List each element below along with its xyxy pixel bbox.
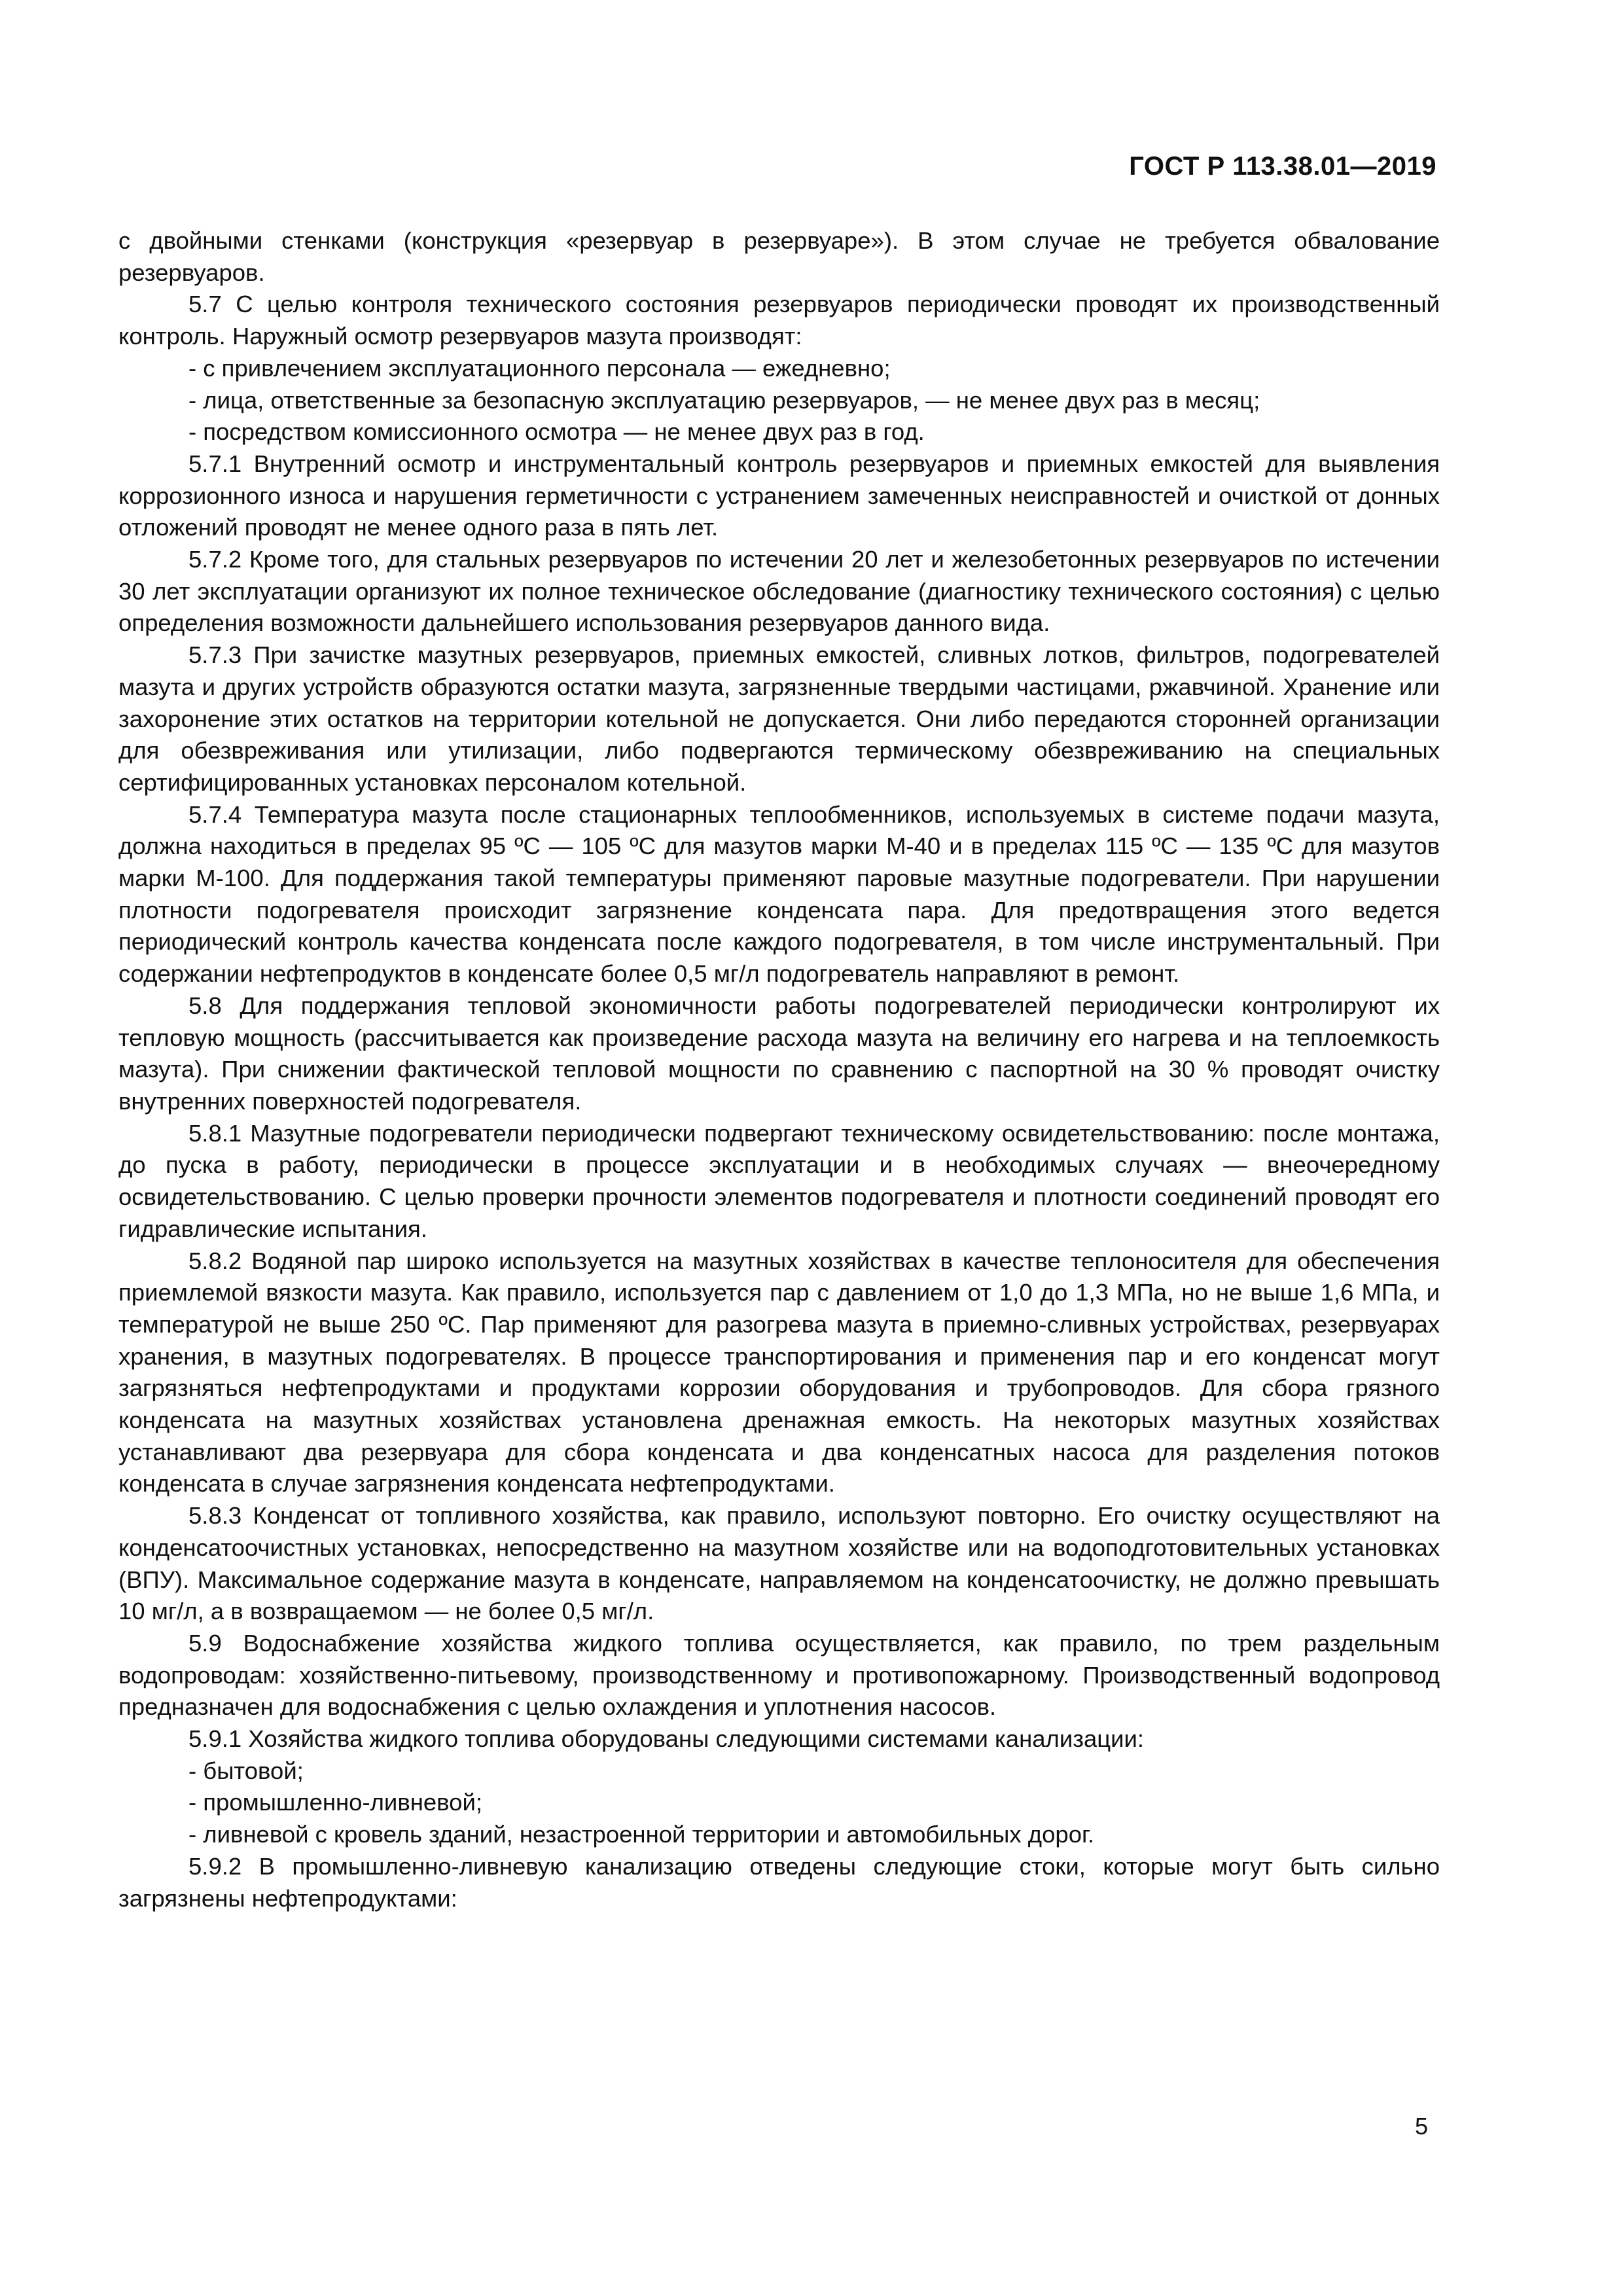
paragraph-5-7-2: 5.7.2 Кроме того, для стальных резервуаров по истечении 20 лет и железобетонных резервуаров по истечении 30 лет эксплуатации организуют их полное техническое обследование (диагностику технического состояния) с целью определения возможности дальнейшего использования резервуаров данного вида. — [118, 546, 1440, 637]
paragraph-5-8-3: 5.8.3 Конденсат от топливного хозяйства, как правило, используют повторно. Его очистку осуществляют на конденсатоочистных установках, непосредственно на мазутном хозяйстве или на водоподготовительных установках (ВПУ). Максимальное содержание мазута в конденсате, направляемом на конденсатоочистку, не должно превышать 10 мг/л, а в возвращаемом — не более 0,5 мг/л. — [118, 1502, 1440, 1625]
paragraph: с двойными стенками (конструкция «резервуар в резервуаре»). В этом случае не требуется обвалование резервуаров. — [118, 227, 1440, 286]
list-item: - с привлечением эксплуатационного персонала — ежедневно; — [188, 354, 891, 382]
paragraph-5-7-1: 5.7.1 Внутренний осмотр и инструментальный контроль резервуаров и приемных емкостей для выявления коррозионного износа и нарушения герметичности с устранением замеченных неисправностей и очисткой от донных отложений проводят не менее одного раза в пять лет. — [118, 450, 1440, 541]
paragraph-5-7-3: 5.7.3 При зачистке мазутных резервуаров, приемных емкостей, сливных лотков, фильтров, подогревателей мазута и других устройств образуются остатки мазута, загрязненные твердыми частицами, ржавчиной. Хранение или захоронение этих остатков на территории котельной не допускается. Они либо передаются сторонней организации для обезвреживания или утилизации, либо подвергаются термическому обезвреживанию на специальных сертифицированных установках персоналом котельной. — [118, 641, 1440, 796]
paragraph-5-7-4: 5.7.4 Температура мазута после стационарных теплообменников, используемых в системе подачи мазута, должна находиться в пределах 95 ºС — 105 ºС для мазутов марки М-40 и в пределах 115 ºС — 135 ºС для мазутов марки М-100. Для поддержания такой температуры применяют паровые мазутные подогреватели. При нарушении плотности подогревателя происходит загрязнение конденсата пара. Для предотвращения этого ведется периодический контроль качества конденсата после каждого подогревателя, в том числе инструментальный. При содержании нефтепродуктов в конденсате более 0,5 мг/л подогреватель направляют в ремонт. — [118, 800, 1440, 988]
list-item: - лица, ответственные за безопасную эксплуатацию резервуаров, — не менее двух раз в месяц; — [188, 386, 1260, 414]
paragraph-5-9-1: 5.9.1 Хозяйства жидкого топлива оборудованы следующими системами канализации: — [188, 1725, 1145, 1753]
body-text — [118, 225, 1440, 1914]
document-code-header: ГОСТ Р 113.38.01—2019 — [1129, 152, 1436, 181]
paragraph-5-8: 5.8 Для поддержания тепловой экономичности работы подогревателей периодически контролируют их тепловую мощность (рассчитывается как произведение расхода мазута на величину его нагрева и на теплоемкость мазута). При снижении фактической тепловой мощности по сравнению с паспортной на 30 % проводят очистку внутренних поверхностей подогревателя. — [118, 992, 1440, 1115]
paragraph-5-9: 5.9 Водоснабжение хозяйства жидкого топлива осуществляется, как правило, по трем раздельным водопроводам: хозяйственно-питьевому, производственному и противопожарному. Производственный водопровод предназначен для водоснабжения с целью охлаждения и уплотнения насосов. — [118, 1629, 1440, 1721]
paragraph-5-8-2: 5.8.2 Водяной пар широко используется на мазутных хозяйствах в качестве теплоносителя для обеспечения приемлемой вязкости мазута. Как правило, используется пар с давлением от 1,0 до 1,3 МПа, но не выше 1,6 МПа, и температурой не выше 250 ºС. Пар применяют для разогрева мазута в приемно-сливных устройствах, резервуарах хранения, в мазутных подогревателях. В процессе транспортирования и применения пар и его конденсат могут загрязняться нефтепродуктами и продуктами коррозии оборудования и трубопроводов. Для сбора грязного конденсата на мазутных хозяйствах установлена дренажная емкость. На некоторых мазутных хозяйствах устанавливают два резервуара для сбора конденсата и два конденсатных насоса для разделения потоков конденсата в случае загрязнения конденсата нефтепродуктами. — [118, 1247, 1440, 1498]
paragraph-5-7: 5.7 С целью контроля технического состояния резервуаров периодически проводят их производственный контроль. Наружный осмотр резервуаров мазута производят: — [118, 291, 1440, 350]
list-item: - посредством комиссионного осмотра — не менее двух раз в год. — [188, 418, 925, 446]
paragraph-5-9-2: 5.9.2 В промышленно-ливневую канализацию отведены следующие стоки, которые могут быть сильно загрязнены нефтепродуктами: — [118, 1852, 1440, 1912]
paragraph-5-8-1: 5.8.1 Мазутные подогреватели периодически подвергают техническому освидетельствованию: после монтажа, до пуска в работу, периодически в процессе эксплуатации и в необходимых случаях — внеочередному освидетельствованию. С целью проверки прочности элементов подогревателя и плотности соединений проводят его гидравлические испытания. — [118, 1119, 1440, 1242]
list-item: - бытовой; — [188, 1757, 304, 1784]
list-item: - ливневой с кровель зданий, незастроенной территории и автомобильных дорог. — [188, 1821, 1094, 1848]
page-number: 5 — [1414, 2113, 1428, 2140]
list-item: - промышленно-ливневой; — [188, 1789, 482, 1816]
